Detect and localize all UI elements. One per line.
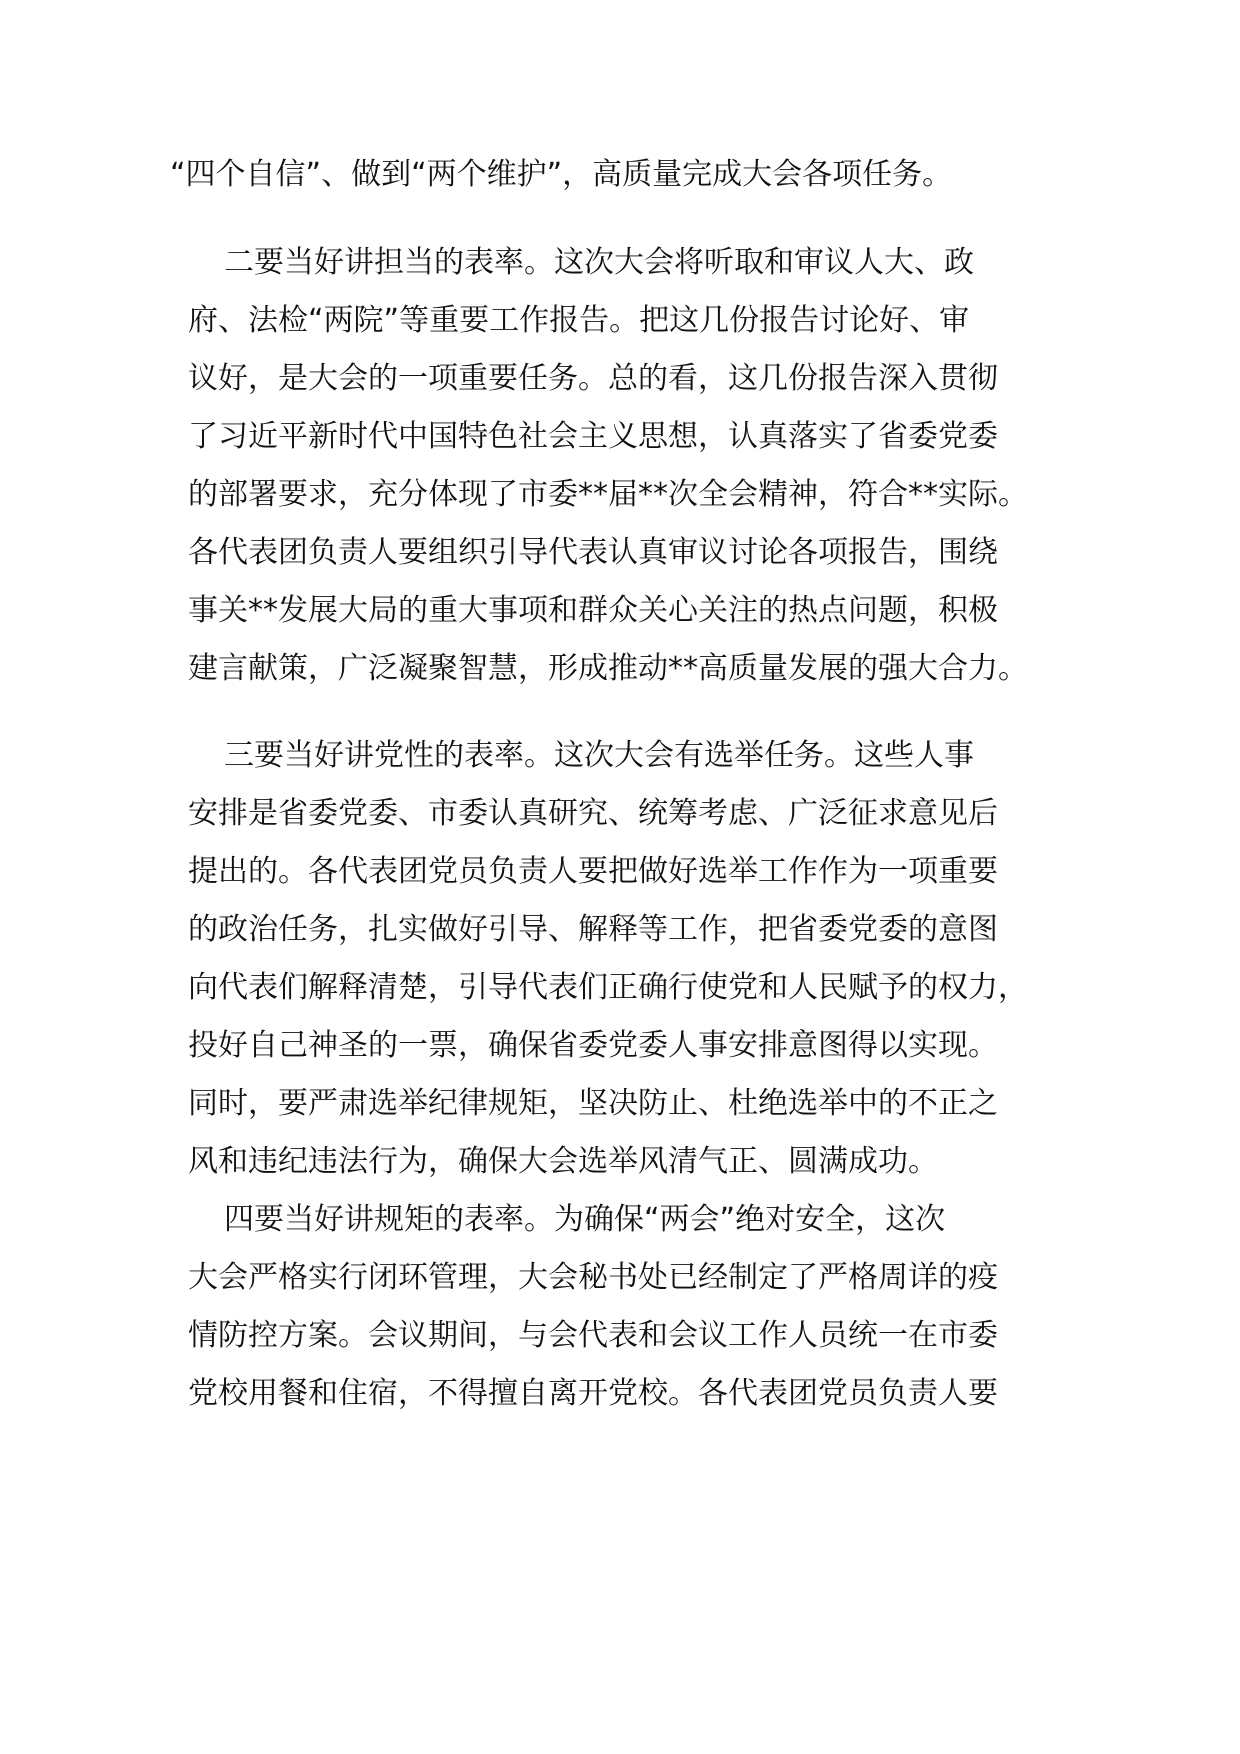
text-line: 的政治任务，扎实做好引导、解释等工作，把省委党委的意图 <box>188 912 998 947</box>
text-line: 议好，是大会的一项重要任务。总的看，这几份报告深入贯彻 <box>188 361 998 396</box>
text-line: 投好自己神圣的一票，确保省委党委人事安排意图得以实现。 <box>188 1028 998 1063</box>
text-line: 情防控方案。会议期间，与会代表和会议工作人员统一在市委 <box>188 1318 998 1353</box>
text-line: 大会严格实行闭环管理，大会秘书处已经制定了严格周详的疫 <box>188 1260 998 1295</box>
text-line: 府、法检“两院”等重要工作报告。把这几份报告讨论好、审 <box>188 303 970 338</box>
text-line: 同时，要严肃选举纪律规矩，坚决防止、杜绝选举中的不正之 <box>188 1086 998 1121</box>
text-line: 了习近平新时代中国特色社会主义思想，认真落实了省委党委 <box>188 419 998 454</box>
text-line: 四要当好讲规矩的表率。为确保“两会”绝对安全，这次 <box>224 1202 946 1237</box>
text-line: 向代表们解释清楚，引导代表们正确行使党和人民赋予的权力， <box>188 970 1028 1005</box>
text-line: 建言献策，广泛凝聚智慧，形成推动**高质量发展的强大合力。 <box>188 651 1028 686</box>
text-line: 事关**发展大局的重大事项和群众关心关注的热点问题，积极 <box>188 593 998 628</box>
text-line: 的部署要求，充分体现了市委**届**次全会精神，符合**实际。 <box>188 477 1028 512</box>
text-line: 安排是省委党委、市委认真研究、统筹考虑、广泛征求意见后 <box>188 796 998 831</box>
text-line: “四个自信”、做到“两个维护”，高质量完成大会各项任务。 <box>170 157 953 192</box>
text-line: 风和违纪违法行为，确保大会选举风清气正、圆满成功。 <box>188 1144 938 1179</box>
text-line: 党校用餐和住宿，不得擅自离开党校。各代表团党员负责人要 <box>188 1376 998 1411</box>
text-line: 三要当好讲党性的表率。这次大会有选举任务。这些人事 <box>224 738 974 773</box>
text-line: 各代表团负责人要组织引导代表认真审议讨论各项报告，围绕 <box>188 535 998 570</box>
text-line: 二要当好讲担当的表率。这次大会将听取和审议人大、政 <box>224 245 974 280</box>
text-line: 提出的。各代表团党员负责人要把做好选举工作作为一项重要 <box>188 854 998 889</box>
